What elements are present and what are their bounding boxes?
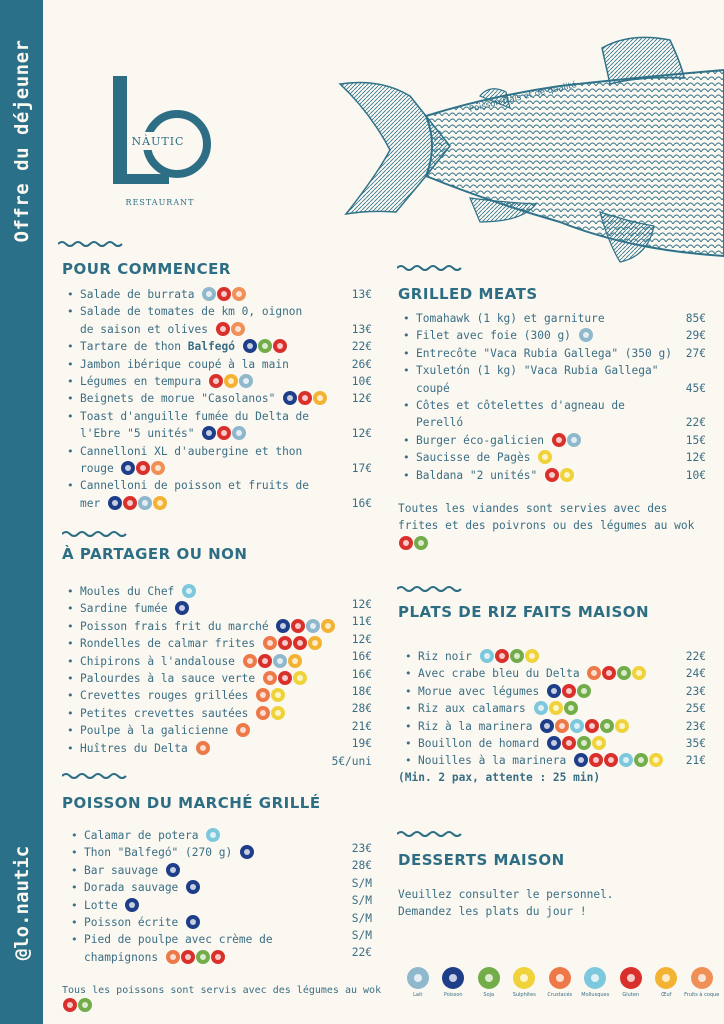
menu-item-name: Tartare de thon [80, 340, 188, 354]
menu-item [400, 362, 690, 397]
menu-item [400, 345, 690, 362]
allergen-sulfites-icon [615, 719, 629, 733]
menu-item-name: Filet avec foie (300 g) [416, 329, 571, 343]
allergen-poisson-icon [186, 880, 200, 894]
riz-note: (Min. 2 pax, attente : 25 min) [398, 771, 601, 784]
menu-item-price: 10€ [685, 468, 706, 482]
allergen-crust-icon [256, 706, 270, 720]
menu-item-price: 15€ [685, 433, 706, 447]
allergen-sulfites-icon [592, 736, 606, 750]
menu-item-price: S/M [351, 876, 372, 890]
menu-item-price: 27€ [685, 346, 706, 360]
menu-item-price: 23€ [351, 842, 372, 855]
menu-item [402, 665, 692, 682]
section-title-riz: PLATS DE RIZ FAITS MAISON [398, 603, 650, 621]
allergen-oeuf-icon [224, 374, 238, 388]
allergen-sulfites-icon [549, 701, 563, 715]
allergen-sulfites-icon [632, 666, 646, 680]
social-handle[interactable]: @lo.nautic [10, 845, 33, 961]
section-title-partager: À PARTAGER OU NON [62, 545, 248, 563]
allergen-soja-icon [564, 701, 578, 715]
allergen-soja-icon [78, 998, 92, 1012]
allergen-soja-icon [617, 666, 631, 680]
logo-name: NÀUTIC [131, 135, 185, 148]
allergen-poisson-icon [166, 863, 180, 877]
price-column-partager [310, 596, 372, 770]
allergen-crust-icon [166, 950, 180, 964]
menu-item-name: Riz aux calamars [418, 702, 526, 716]
menu-item-name: Txuletón (1 kg) "Vaca Rubia Gallega" [416, 364, 659, 378]
menu-item-name: Baldana "2 unités" [416, 468, 538, 482]
allergen-poisson-icon [547, 736, 561, 750]
menu-item-price: 23€ [685, 684, 706, 698]
allergen-poisson-icon [175, 601, 189, 615]
allergen-crust-icon [256, 688, 270, 702]
allergen-sulfites-icon [293, 671, 307, 685]
allergen-oeuf-icon [153, 496, 167, 510]
menu-item [402, 718, 692, 735]
menu-item-price [320, 303, 372, 320]
menu-item-name: Entrecôte "Vaca Rubia Gallega" (350 g) [416, 346, 672, 360]
allergen-gluten-icon [562, 736, 576, 750]
menu-item [64, 356, 364, 373]
menu-item [402, 700, 692, 717]
logo-subtitle: RESTAURANT [125, 198, 195, 207]
allergen-crust-icon [263, 671, 277, 685]
menu-list-riz [402, 648, 692, 770]
allergen-gluten-icon [589, 753, 603, 767]
allergen-lait-icon [273, 654, 287, 668]
allergen-soja-icon [196, 950, 210, 964]
allergen-poisson-icon [574, 753, 588, 767]
allergen-moll-icon [480, 649, 494, 663]
menu-item-name: Poulpe à la galicienne [80, 724, 229, 738]
grilled-note: Toutes les viandes sont servies avec des frites et des poivrons ou des légumes au wok [398, 500, 718, 552]
menu-item-name: Thon "Balfegó" (270 g) [84, 846, 233, 860]
allergen-crust-icon [243, 654, 257, 668]
menu-item-name: Saucisse de Pagès [416, 451, 531, 465]
price-column-poisson [320, 840, 372, 962]
allergen-poisson-icon [243, 339, 257, 353]
menu-item-name: l'Ebre "5 unités" [80, 427, 195, 441]
menu-item [64, 303, 364, 338]
allergen-soja-icon [258, 339, 272, 353]
menu-item-name: Tomahawk (1 kg) et garniture [416, 312, 605, 325]
allergen-fruits-icon [691, 967, 713, 989]
menu-item [64, 338, 364, 355]
allergen-soja-icon [600, 719, 614, 733]
menu-item-price: 35€ [685, 736, 706, 750]
allergen-gluten-icon [278, 636, 292, 650]
allergen-gluten-icon [298, 391, 312, 405]
menu-item-price: 12€ [351, 598, 372, 611]
menu-item-name: Légumes en tempura [80, 375, 202, 389]
section-title-poisson: POISSON DU MARCHÉ GRILLÉ [62, 794, 321, 812]
allergen-lait-icon [138, 496, 152, 510]
legend-label: Soja [483, 992, 495, 998]
menu-item [400, 449, 690, 466]
menu-item-price: 5€/uni [331, 754, 372, 768]
menu-item-name: Cannelloni XL d'aubergine et thon [80, 444, 303, 458]
menu-item-name-bold: Balfegó [187, 340, 235, 354]
menu-item-price: 25€ [685, 702, 706, 716]
wave-divider [58, 240, 124, 248]
menu-item [402, 648, 692, 665]
allergen-lait-icon [567, 433, 581, 447]
menu-item-name: Bouillon de homard [418, 737, 540, 751]
menu-item-price: S/M [351, 894, 372, 908]
menu-item-price: S/M [351, 928, 372, 942]
allergen-gluten-icon [291, 619, 305, 633]
legend-label: Poisson [443, 992, 463, 998]
menu-item-price: 23€ [685, 719, 706, 733]
legend-label: Sulphites [512, 992, 536, 998]
allergen-moll-icon [534, 701, 548, 715]
poisson-note: Tous les poissons sont servis avec des légumes au wok [62, 983, 392, 1014]
wave-divider [397, 585, 463, 593]
menu-item [64, 373, 364, 390]
menu-item-name: Salade de burrata [80, 288, 195, 301]
menu-item-price [660, 362, 706, 379]
allergen-poisson-icon [540, 719, 554, 733]
menu-item [64, 477, 364, 512]
allergen-gluten-icon [604, 753, 618, 767]
menu-item-name: Rondelles de calmar frites [80, 637, 256, 651]
allergen-gluten-icon [293, 636, 307, 650]
menu-item-price: 19€ [351, 737, 372, 751]
allergen-gluten-icon [209, 374, 223, 388]
allergen-sulfites-icon [271, 706, 285, 720]
allergen-poisson-icon [108, 496, 122, 510]
menu-item-price: 29€ [685, 329, 706, 343]
menu-item-price: 10€ [351, 374, 372, 388]
allergen-sulfites-icon [525, 649, 539, 663]
allergen-soja-icon [414, 536, 428, 550]
allergen-gluten-icon [136, 461, 150, 475]
menu-item-price [320, 408, 372, 425]
restaurant-logo [105, 70, 215, 210]
allergen-moll-icon [570, 719, 584, 733]
menu-item-name: Poisson écrite [84, 916, 179, 930]
wave-divider [397, 264, 463, 272]
menu-item-price: 12€ [351, 427, 372, 441]
menu-item [402, 735, 692, 752]
menu-item-name: Huîtres du Delta [80, 741, 188, 755]
menu-item-name: Riz à la marinera [418, 719, 533, 733]
menu-item-name: rouge [80, 462, 114, 476]
menu-item [64, 390, 364, 407]
allergen-lait-icon [407, 967, 429, 989]
allergen-lait-icon [202, 287, 216, 301]
allergen-soja-icon [577, 684, 591, 698]
allergen-crust-icon [236, 723, 250, 737]
legend-label: Gluten [622, 992, 640, 998]
section-title-desserts: DESSERTS MAISON [398, 851, 565, 869]
desserts-text: Veuillez consulter le personnel. Demandez les plats du jour ! [398, 888, 614, 919]
menu-item-price: 12€ [685, 451, 706, 465]
allergen-gluten-icon [63, 998, 77, 1012]
allergen-lait-icon [239, 374, 253, 388]
allergen-moll-icon [584, 967, 606, 989]
menu-item-name: Côtes et côtelettes d'agneau de [416, 399, 625, 413]
menu-item-price: 16€ [351, 667, 372, 681]
menu-item-price: 13€ [351, 288, 372, 301]
allergen-gluten-icon [585, 719, 599, 733]
menu-item [400, 310, 690, 327]
sidebar [0, 0, 43, 1024]
allergen-gluten-icon [562, 684, 576, 698]
menu-item-name: Cannelloni de poisson et fruits de [80, 479, 310, 493]
menu-item-name: Bar sauvage [84, 863, 159, 877]
allergen-soja-icon [510, 649, 524, 663]
allergen-gluten-icon [399, 536, 413, 550]
menu-item-price: 11€ [351, 615, 372, 629]
allergen-fruits-icon [151, 461, 165, 475]
allergen-sulfites-icon [560, 468, 574, 482]
menu-item-price: 16€ [351, 496, 372, 510]
menu-item-price: 17€ [351, 461, 372, 475]
allergen-moll-icon [619, 753, 633, 767]
section-title-commencer: POUR COMMENCER [62, 260, 231, 278]
menu-item-price: 26€ [351, 357, 372, 371]
allergen-moll-icon [182, 584, 196, 598]
legend-label: Lait [413, 992, 423, 998]
price-column-riz [660, 648, 706, 770]
menu-item-name: Poisson frais frit du marché [80, 619, 269, 633]
allergen-poisson-icon [547, 684, 561, 698]
allergen-poisson-icon [202, 426, 216, 440]
allergen-gluten-icon [258, 654, 272, 668]
legend-item-fruits [684, 967, 720, 1007]
allergen-oeuf-icon [288, 654, 302, 668]
allergen-fruits-icon [231, 322, 245, 336]
menu-item-name: Chipirons à l'andalouse [80, 654, 235, 668]
wave-divider [397, 830, 463, 838]
menu-item-price: 28€ [351, 702, 372, 716]
legend-label: Mollusques [581, 992, 610, 998]
menu-item [400, 467, 690, 484]
menu-item-name: Petites crevettes sautées [80, 706, 249, 720]
sidebar-title: Offre du déjeuner [10, 39, 33, 243]
allergen-sulfites-icon [513, 967, 535, 989]
menu-item-name: Lotte [84, 898, 118, 912]
legend-item-moll [578, 967, 614, 1007]
allergen-gluten-icon [278, 671, 292, 685]
wave-divider [62, 530, 128, 538]
menu-item-price: 22€ [685, 416, 706, 430]
menu-item-name: Crevettes rouges grillées [80, 689, 249, 703]
allergen-soja-icon [634, 753, 648, 767]
menu-item-name: Sardine fumée [80, 602, 168, 616]
allergen-crust-icon [549, 967, 571, 989]
menu-item [400, 327, 690, 344]
allergen-gluten-icon [495, 649, 509, 663]
menu-item-price: 12€ [351, 392, 372, 406]
allergen-soja-icon [478, 967, 500, 989]
menu-item-name: Dorada sauvage [84, 881, 179, 895]
allergen-moll-icon [206, 828, 220, 842]
menu-item-price: 22€ [685, 650, 706, 663]
allergen-gluten-icon [545, 468, 559, 482]
menu-item-price: 12€ [351, 632, 372, 646]
allergen-gluten-icon [602, 666, 616, 680]
menu-item [400, 397, 690, 432]
menu-item-price: 22€ [351, 946, 372, 960]
menu-item [64, 408, 364, 443]
allergen-gluten-icon [217, 287, 231, 301]
menu-item-price [320, 477, 372, 494]
allergen-lait-icon [579, 328, 593, 342]
menu-item-name: coupé [416, 381, 450, 395]
menu-item-price [320, 443, 372, 460]
menu-item-price: 21€ [351, 719, 372, 733]
menu-item-price: 45€ [685, 381, 706, 395]
menu-item-price: S/M [351, 911, 372, 925]
menu-item-name: Burger éco-galicien [416, 433, 544, 447]
menu-item-name: Moules du Chef [80, 585, 175, 598]
legend-item-crust [542, 967, 578, 1007]
menu-item [402, 683, 692, 700]
menu-item-name: Jambon ibérique coupé à la main [80, 357, 289, 371]
allergen-oeuf-icon [655, 967, 677, 989]
menu-item-price: 21€ [685, 754, 706, 768]
legend-item-sulfites [507, 967, 543, 1007]
allergen-gluten-icon [620, 967, 642, 989]
menu-item [400, 432, 690, 449]
menu-item-name: mer [80, 496, 101, 510]
legend-item-lait [400, 967, 436, 1007]
allergen-gluten-icon [273, 339, 287, 353]
legend-item-poisson [436, 967, 472, 1007]
allergen-poisson-icon [125, 898, 139, 912]
legend-item-gluten [613, 967, 649, 1007]
legend-item-soja [471, 967, 507, 1007]
section-title-grilled: GRILLED MEATS [398, 285, 538, 303]
menu-item-price: 28€ [351, 859, 372, 873]
allergen-gluten-icon [552, 433, 566, 447]
legend-item-oeuf [649, 967, 685, 1007]
menu-item-price: 16€ [351, 650, 372, 664]
allergen-soja-icon [577, 736, 591, 750]
menu-item-name: de saison et olives [80, 322, 208, 336]
menu-item-price [660, 397, 706, 414]
allergen-gluten-icon [211, 950, 225, 964]
menu-item-price: 24€ [685, 667, 706, 681]
fish-caption: Poisson frais et de qualité [468, 80, 578, 115]
menu-item [64, 443, 364, 478]
allergen-crust-icon [555, 719, 569, 733]
legend-label: Fruits à coque [684, 992, 720, 998]
wave-divider [62, 772, 128, 780]
allergen-poisson-icon [186, 915, 200, 929]
allergen-crust-icon [587, 666, 601, 680]
menu-item-name: Palourdes à la sauce verte [80, 672, 256, 686]
allergen-gluten-icon [123, 496, 137, 510]
menu-item-price: 85€ [685, 312, 706, 325]
legend-label: Œuf [661, 992, 672, 998]
menu-item-name: Toast d'anguille fumée du Delta de [80, 409, 310, 423]
allergen-poisson-icon [121, 461, 135, 475]
menu-item-name: Avec crabe bleu du Delta [418, 667, 580, 681]
price-column-commencer [320, 286, 372, 512]
allergen-gluten-icon [217, 426, 231, 440]
menu-item-name: Riz noir [418, 650, 472, 663]
menu-item-name: champignons [84, 950, 159, 964]
menu-item-price: 13€ [351, 322, 372, 336]
allergen-sulfites-icon [538, 450, 552, 464]
allergen-poisson-icon [240, 845, 254, 859]
menu-item-name: Morue avec légumes [418, 684, 540, 698]
allergen-gluten-icon [181, 950, 195, 964]
price-column-grilled [660, 310, 706, 484]
menu-item-name: Nouilles à la marinera [418, 754, 567, 768]
menu-list-grilled [400, 310, 690, 484]
menu-item-name: Pied de poulpe avec crème de [84, 933, 273, 947]
allergen-crust-icon [263, 636, 277, 650]
allergen-sulfites-icon [271, 688, 285, 702]
allergen-poisson-icon [276, 619, 290, 633]
allergen-poisson-icon [283, 391, 297, 405]
fish-illustration [330, 26, 724, 266]
menu-item-name: Salade de tomates de km 0, oignon [80, 305, 303, 319]
menu-item [64, 286, 364, 303]
menu-item [402, 752, 692, 769]
allergen-fruits-icon [232, 287, 246, 301]
allergen-lait-icon [232, 426, 246, 440]
allergen-gluten-icon [216, 322, 230, 336]
menu-item-price: 18€ [351, 684, 372, 698]
legend-label: Crustacés [547, 992, 573, 998]
allergen-poisson-icon [442, 967, 464, 989]
menu-item-price: 22€ [351, 340, 372, 354]
allergen-crust-icon [196, 741, 210, 755]
menu-item-name: Perelló [416, 416, 464, 430]
allergen-legend [400, 967, 720, 1007]
menu-list-commencer [64, 286, 364, 512]
menu-item-name: Beignets de morue "Casolanos" [80, 392, 276, 406]
menu-item-name: Calamar de potera [84, 829, 199, 842]
